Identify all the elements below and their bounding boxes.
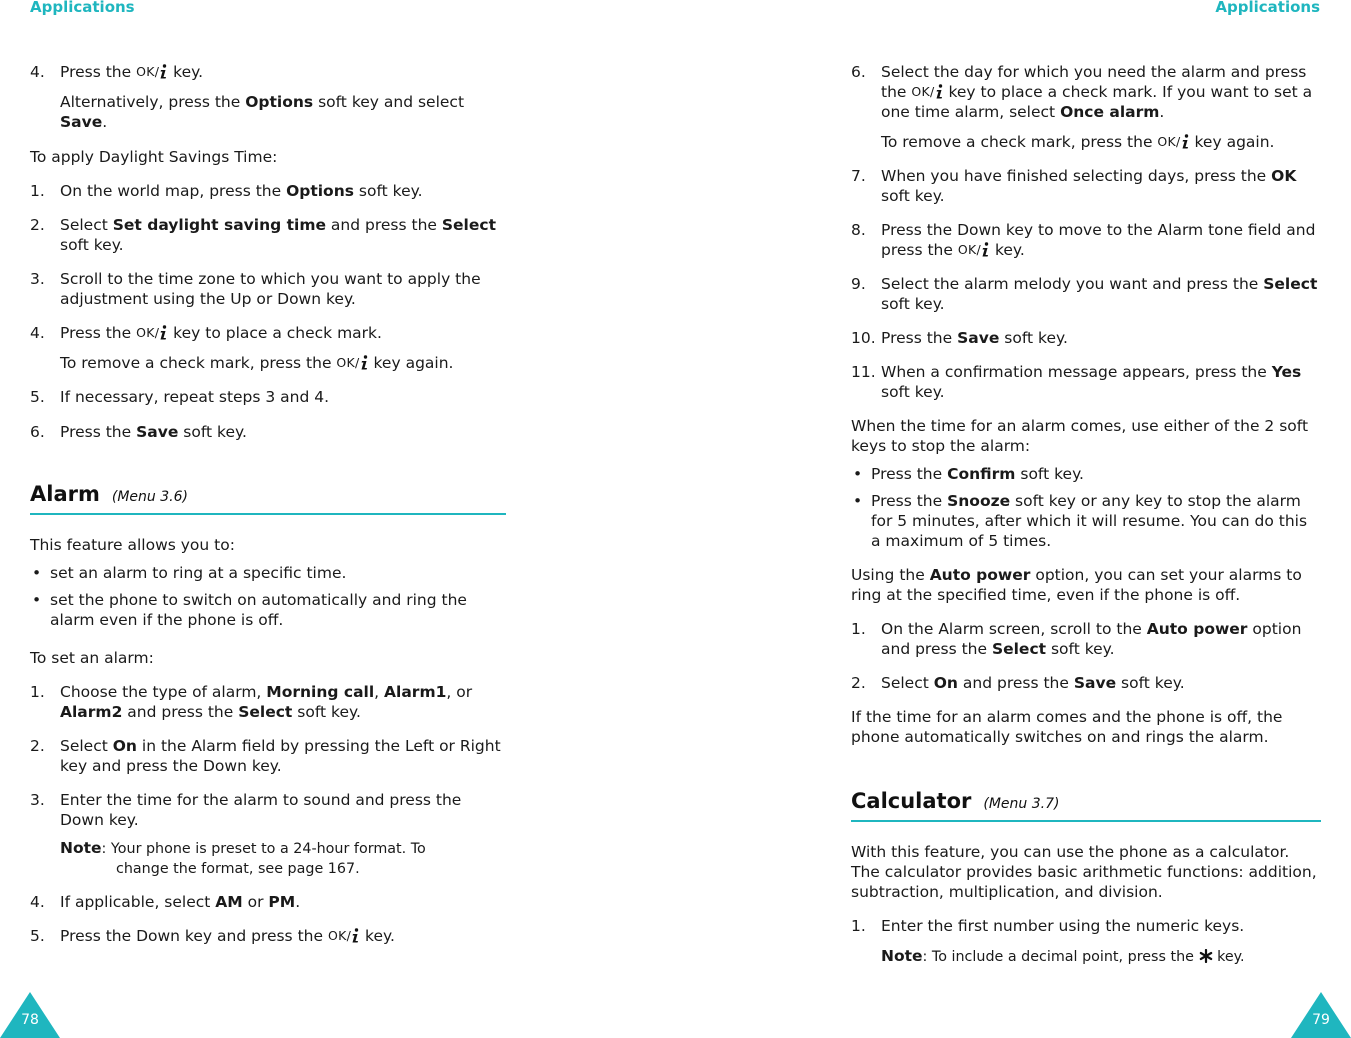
auto-power-step-2: 2. Select On and press the Save soft key. — [851, 674, 1185, 692]
alarm-section-title: Alarm (Menu 3.6) — [30, 484, 506, 515]
info-icon — [1181, 134, 1190, 149]
alarm-step-11: 11. When a confirmation message appears, press the Yes soft key. — [851, 363, 1302, 401]
calculator-section-title: Calculator (Menu 3.7) — [851, 791, 1321, 822]
dst-step-3: 3. Scroll to the time zone to which you want to apply the adjustment using the Up or Down key. — [30, 270, 481, 308]
asterisk-key-icon — [1199, 949, 1213, 963]
info-icon — [351, 928, 360, 943]
auto-power-step-1: 1. On the Alarm screen, scroll to the Auto power option and press the Select soft key. — [851, 620, 1302, 658]
alarm-intro: This feature allows you to: — [30, 536, 235, 554]
alarm-step-1: 1. Choose the type of alarm, Morning call, Alarm1, or Alarm2 and press the Select soft key. — [30, 683, 473, 721]
phone-off-text: If the time for an alarm comes and the phone is off, the phone automatically switches on and rings the alarm. — [851, 708, 1283, 746]
alarm-time-intro: When the time for an alarm comes, use either of the 2 soft keys to stop the alarm: — [851, 417, 1309, 455]
info-icon — [981, 242, 990, 257]
info-icon — [360, 355, 369, 370]
auto-power-intro: Using the Auto power option, you can set your alarms to ring at the specified time, even if the phone is off. — [851, 566, 1302, 604]
alarm-step-4: 4. If applicable, select AM or PM. — [30, 893, 301, 911]
alarm-step-5: 5. Press the Down key and press the OK/ key. — [30, 927, 395, 945]
left-column — [30, 62, 506, 946]
dst-step-4-top: 4. Press the OK/ key. — [30, 63, 204, 81]
dst-intro: To apply Daylight Savings Time: — [30, 148, 278, 166]
alarm-step-6: 6. Select the day for which you need the alarm and press the OK/ key to place a check mark. If you want to set a one time alarm, select Once alarm. — [851, 63, 1313, 121]
right-page-number: 79 — [1312, 1012, 1330, 1028]
dst-step-4: 4. Press the OK/ key to place a check mark. — [30, 324, 382, 342]
alarm-step-7: 7. When you have finished selecting days, press the OK soft key. — [851, 167, 1297, 205]
stop-bullet-2: • Press the Snooze soft key or any key to stop the alarm for 5 minutes, after which it will resume. You can do this a maximum of 5 times. — [853, 492, 1308, 550]
calc-step-1: 1. Enter the first number using the numeric keys. — [851, 917, 1245, 935]
alarm-bullet-1: • set an alarm to ring at a specific time. — [32, 564, 347, 582]
info-icon — [159, 64, 168, 79]
dst-step-5: 5. If necessary, repeat steps 3 and 4. — [30, 388, 330, 406]
alarm-remove-check: To remove a check mark, press the OK/ key again. — [881, 133, 1275, 151]
alarm-note: Note: Your phone is preset to a 24-hour format. To change the format, see page 167. — [60, 839, 426, 877]
dst-remove-check: To remove a check mark, press the OK/ key again. — [60, 354, 454, 372]
dst-step-2: 2. Select Set daylight saving time and press the Select soft key. — [30, 216, 496, 254]
alt-save-text: Alternatively, press the Options soft key and select Save. — [60, 93, 465, 131]
alarm-step-9: 9. Select the alarm melody you want and press the Select soft key. — [851, 275, 1318, 313]
right-page-number-tab — [1291, 992, 1351, 1038]
dst-step-6: 6. Press the Save soft key. — [30, 423, 247, 441]
left-page-number-tab — [0, 992, 60, 1038]
calc-note: Note: To include a decimal point, press the key. — [881, 947, 1245, 965]
alarm-bullet-2: • set the phone to switch on automatically and ring the alarm even if the phone is off. — [32, 591, 467, 629]
left-page-number: 78 — [21, 1012, 39, 1028]
alarm-step-3: 3. Enter the time for the alarm to sound and press the Down key. — [30, 791, 462, 829]
alarm-step-8: 8. Press the Down key to move to the Alarm tone field and press the OK/ key. — [851, 221, 1316, 259]
dst-step-1: 1. On the world map, press the Options soft key. — [30, 182, 423, 200]
alarm-step-10: 10. Press the Save soft key. — [851, 329, 1068, 347]
info-icon — [935, 84, 944, 99]
right-running-header: Applications — [1215, 0, 1320, 16]
right-column — [851, 62, 1321, 967]
set-alarm-intro: To set an alarm: — [30, 649, 154, 667]
left-running-header: Applications — [30, 0, 135, 16]
alarm-step-2: 2. Select On in the Alarm field by pressing the Left or Right key and press the Down key. — [30, 737, 501, 775]
info-icon — [159, 325, 168, 340]
stop-bullet-1: • Press the Confirm soft key. — [853, 465, 1084, 483]
calculator-intro: With this feature, you can use the phone as a calculator. The calculator provides basic arithmetic functions: addition, subtraction, multiplication, and division. — [851, 843, 1317, 901]
